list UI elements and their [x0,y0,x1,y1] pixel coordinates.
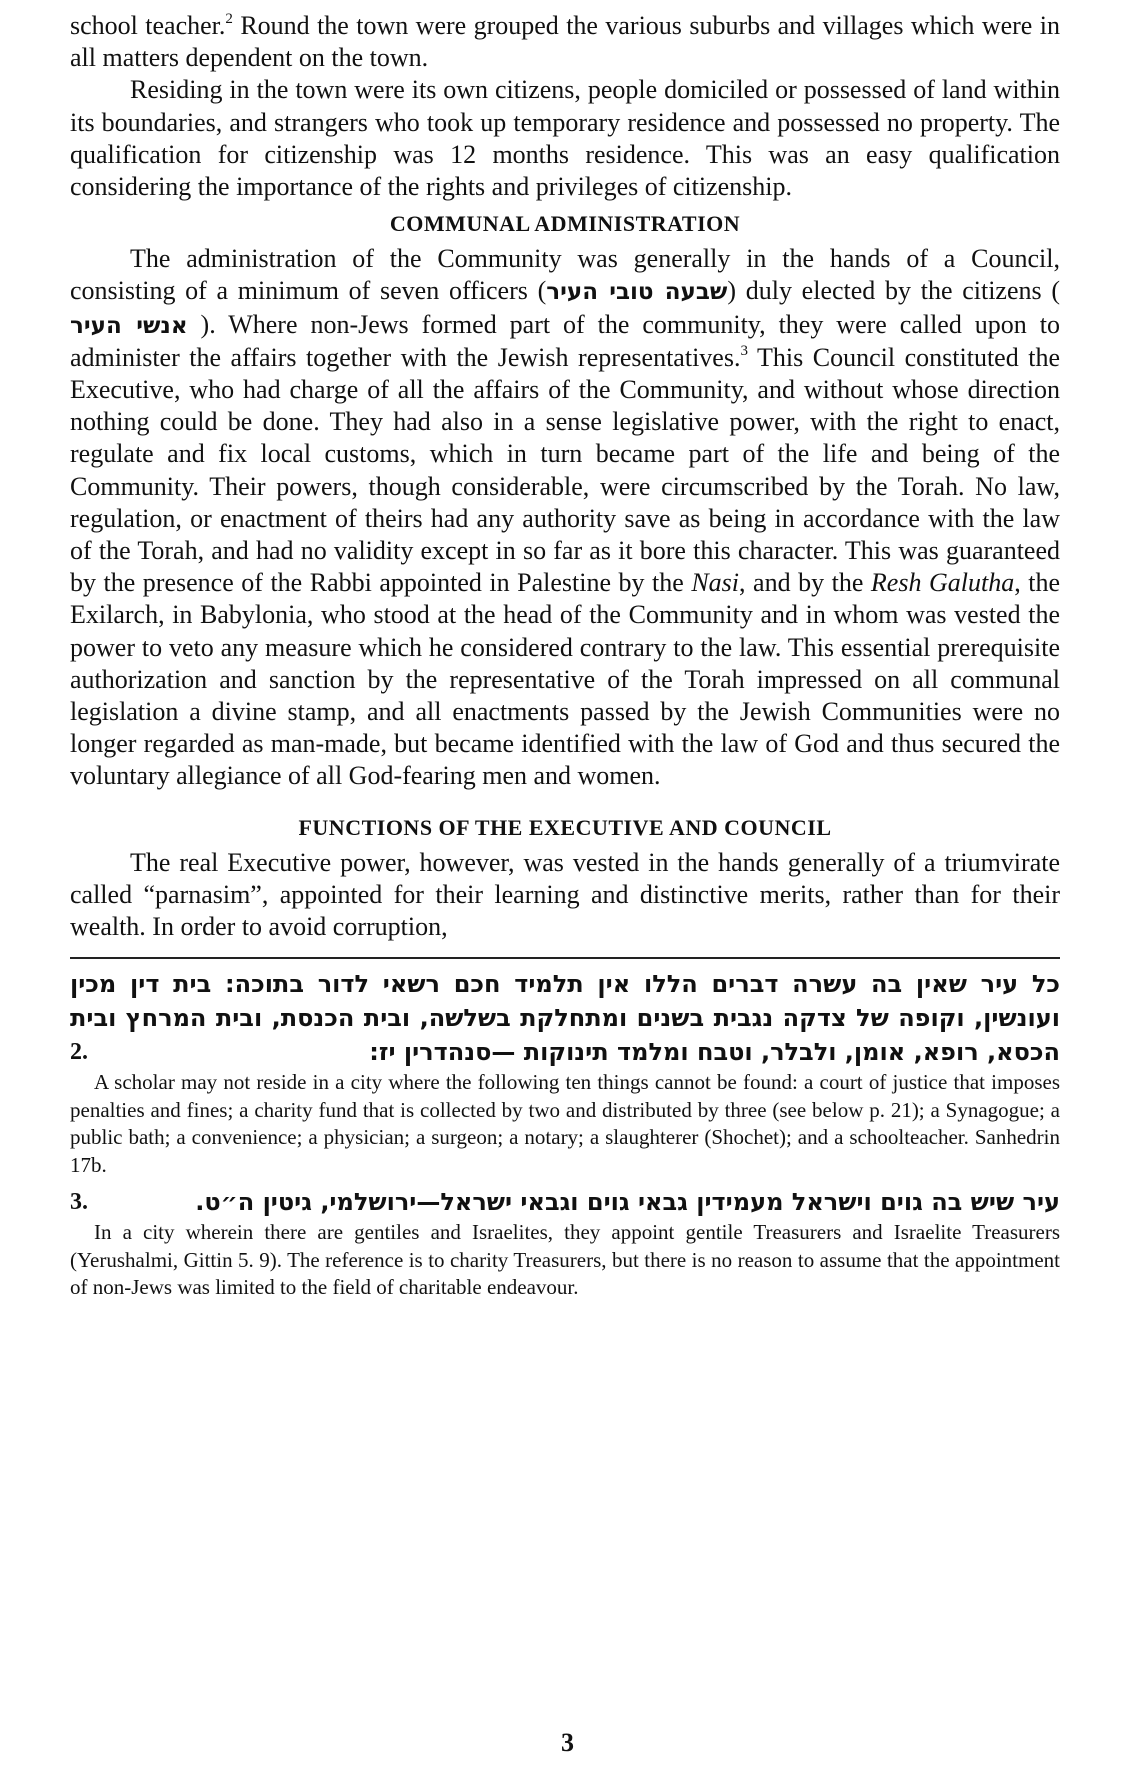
footnote-2 [70,967,1060,1179]
footnote-3-hebrew [70,1185,1060,1219]
paragraph-communal-administration [70,243,1060,792]
text: , the Exilarch, in Babylonia, who stood at the head of the Community and in whom was vested the power to veto any measure which he considered contrary to the law. This essential prerequisite authorization and sanction by the representative of the Torah impressed on all communal legislation a divine stamp, and all enactments passed by the Jewish Communities were no longer regarded as man-made, but became identified with the law of God and thus secured the voluntary allegiance of all God-fearing men and women. [70,568,1061,791]
footnote-divider [70,957,1060,959]
hebrew-text: כל עיר שאין בה עשרה דברים הללו אין תלמיד חכם רשאי לדור בתוכה: בית דין מכין ועונשין, וקופה של צדקה נגבית בשנים ומתחלקת בשלשה, ובית הכנסת, ובית המרחץ ובית הכסא, רופא, אומן, ולבלר, וטבח ומלמד תינוקות —סנהדרין יז: [70,970,1060,1067]
footnote-ref-3[interactable]: 3 [740,342,748,359]
italic-term-nasi: Nasi [691,568,740,598]
italic-term-resh-galutha: Resh Galutha [870,568,1015,598]
section-heading-communal-administration: COMMUNAL ADMINISTRATION [389,211,741,237]
text: The administration of the Community was generally in the hands of a Council, consisting of a minimum of seven officers ( [70,244,1060,306]
paragraph-continuation [70,10,1060,74]
hebrew-term-citizens: אנשי העיר [70,312,188,339]
footnote-ref-2[interactable]: 2 [225,11,233,27]
text: school teacher. [70,11,226,40]
hebrew-text: עיר שיש בה גוים וישראל מעמידין גבאי גוים וגבאי ישראל—ירושלמי, גיטין ה״ט. [195,1188,1060,1217]
paragraph-functions: The real Executive power, however, was vested in the hands generally of a triumvirate called “parnasim”, appointed for their learning and distinctive merits, rather than for their wealth. In order to avoid corruption, [70,847,1060,942]
hebrew-term-seven-officers: שבעה טובי העיר [546,279,728,306]
footnote-number: 2. [70,1039,88,1066]
section-heading-functions: FUNCTIONS OF THE EXECUTIVE AND COUNCIL [298,814,832,840]
text: ). Where non-Jews formed part of the community, they were called upon to administer the affairs together with the Jewish representatives. [70,309,1060,372]
text: , and by the [739,568,871,598]
footnote-number: 3. [70,1189,88,1216]
paragraph-residence: Residing in the town were its own citizens, people domiciled or possessed of land within its boundaries, and strangers who took up temporary residence and possessed no property. The qualification for citizenship was 12 months residence. This was an easy qualification considering the importance of the rights and privileges of citizenship. [70,75,1060,202]
document-page [70,10,1060,1302]
footnote-2-english: A scholar may not reside in a city where the following ten things cannot be found: a court of justice that imposes penalties and fines; a charity fund that is collected by two and distributed by three (see below p. 21); a Synagogue; a public bath; a convenience; a physician; a surgeon; a notary; a slaughterer (Shochet); and a schoolteacher. Sanhedrin 17b. [70,1070,1060,1177]
text: Round the town were grouped the various suburbs and villages which were in all matters dependent on the town. [70,11,1060,73]
page-number: 3 [561,1728,574,1757]
text: This Council constituted the Executive, who had charge of all the affairs of the Community, and without whose direction nothing could be done. They had also in a sense legislative power, with the right to enact, regulate and fix local customs, which in turn became part of the life and being of the Community. Their powers, though considerable, were circumscribed by the Torah. No law, regulation, or enactment of theirs had any authority save as being in accordance with the law of the Torah, and had no validity except in so far as it bore this character. This was guaranteed by the presence of the Rabbi appointed in Palestine by the [70,342,1060,598]
text: ) duly elected by the citizens ( [727,276,1060,306]
footnote-3-english: In a city wherein there are gentiles and Israelites, they appoint gentile Treasurers and Israelite Treasurers (Yerushalmi, Gittin 5. 9). The reference is to charity Treasurers, but there is no reason to assume that the appointment of non-Jews was limited to the field of charitable endeavour. [70,1220,1060,1300]
footnote-2-hebrew [70,967,1060,1069]
footnote-3 [70,1185,1060,1302]
